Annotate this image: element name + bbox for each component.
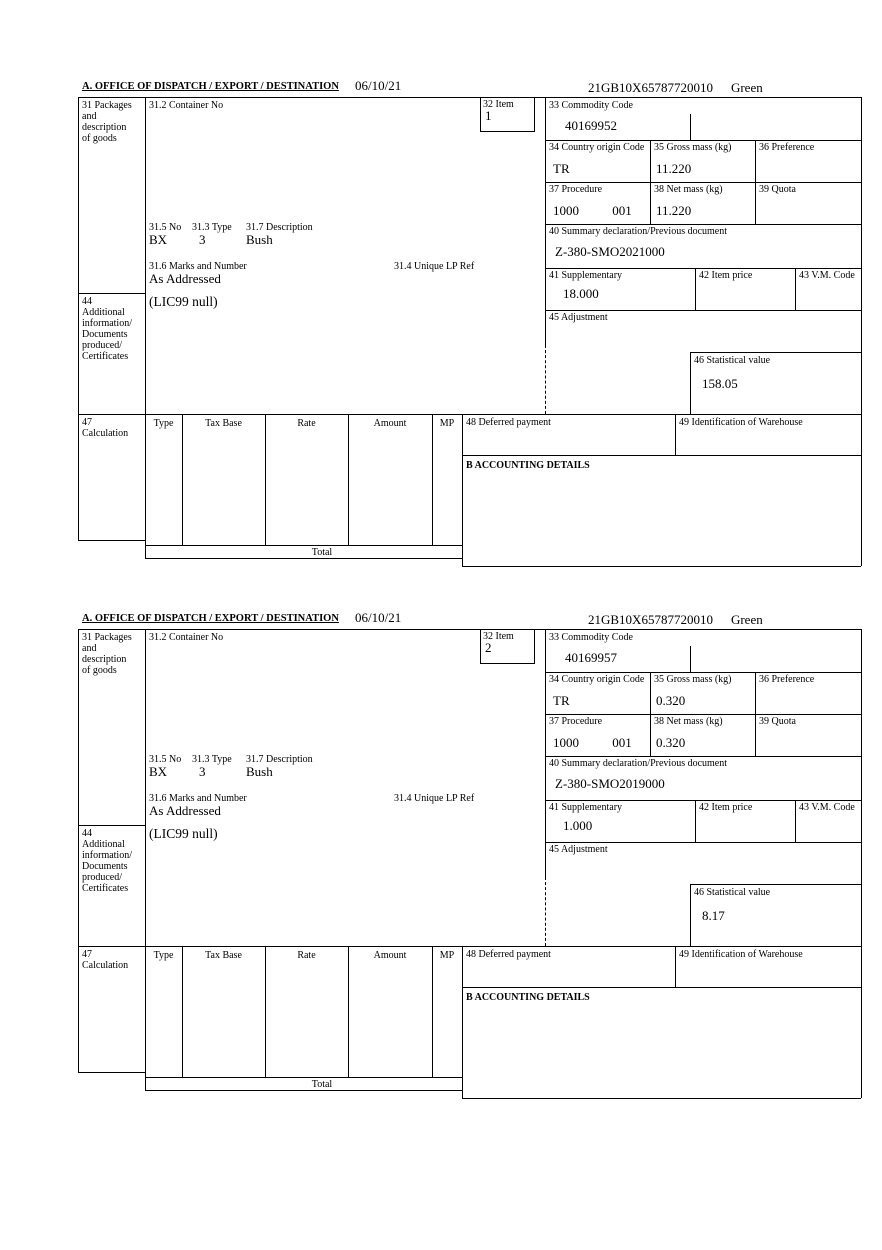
left-column-divider [145, 629, 146, 1090]
box31-packages-label [82, 632, 132, 676]
declaration-item-2-section [78, 610, 862, 1102]
routing-value: Green [730, 612, 763, 627]
box49-warehouse-label: 49 Identification of Warehouse [679, 417, 803, 428]
box47-calculation-label [82, 949, 128, 971]
gross-mass-value: 11.220 [656, 161, 692, 176]
accounting-details-header: B ACCOUNTING DETAILS [466, 992, 590, 1003]
box34-origin-label: 34 Country origin Code [549, 674, 645, 685]
box46-top-border [690, 884, 861, 885]
box45-adjustment-label: 45 Adjustment [549, 844, 608, 855]
row-divider-41-45 [545, 842, 861, 843]
net-mass-value: 11.220 [656, 203, 692, 218]
row-divider-40-41 [545, 800, 861, 801]
box39-quota-label: 39 Quota [759, 716, 796, 727]
box46-left-border [690, 884, 691, 946]
package-type-value: 3 [199, 764, 206, 779]
label-line: description [82, 122, 127, 133]
row-divider-37-40 [545, 756, 861, 757]
accounting-bottom-border [462, 1098, 861, 1099]
mrn-value: 21GB10X65787720010 [588, 80, 713, 95]
box43-vm-code-label: 43 V.M. Code [799, 270, 855, 281]
table-col-divider-1 [182, 414, 183, 545]
form-border-top [78, 629, 862, 630]
box31-3-type-label: 31.3 Type [192, 754, 232, 765]
additional-information-value: (LIC99 null) [149, 294, 218, 309]
divider-31-44 [78, 293, 145, 294]
table-header-mp: MP [439, 418, 455, 429]
box31-4-unique-lp-label: 31.4 Unique LP Ref [394, 793, 475, 804]
box31-packages-label [82, 100, 132, 144]
box44-additional-info-label [82, 296, 132, 362]
table-col-divider-2 [265, 414, 266, 545]
label-line: description [82, 654, 127, 665]
box40-previous-document-label: 40 Summary declaration/Previous document [549, 758, 728, 769]
box33-commodity-label: 33 Commodity Code [549, 100, 633, 111]
box42-item-price-label: 42 Item price [699, 802, 753, 813]
calculation-row-top-border [78, 946, 862, 947]
divider-41-42 [695, 268, 696, 310]
procedure-code: 1000 [553, 203, 579, 218]
box35-gross-mass-label: 35 Gross mass (kg) [654, 674, 732, 685]
box46-left-border [690, 352, 691, 414]
office-of-dispatch-header: A. OFFICE OF DISPATCH / EXPORT / DESTINATION [82, 613, 339, 624]
label-line: 31 Packages [82, 100, 132, 111]
table-col-divider-4 [432, 414, 433, 545]
label-line: information/ [82, 318, 132, 329]
commodity-column-divider [545, 629, 546, 877]
country-origin-value: TR [553, 693, 570, 708]
box32-item-label: 32 Item [483, 631, 514, 642]
divider-48-accounting [462, 987, 861, 988]
supplementary-units-value: 1.000 [563, 818, 593, 833]
label-line: information/ [82, 850, 132, 861]
country-origin-value: TR [553, 161, 570, 176]
box46-statistical-value-label: 46 Statistical value [694, 887, 771, 898]
table-header-tax-base: Tax Base [205, 418, 242, 429]
box38-net-mass-label: 38 Net mass (kg) [654, 184, 723, 195]
package-description-value: Bush [246, 764, 273, 779]
box42-item-price-label: 42 Item price [699, 270, 753, 281]
table-header-amount: Amount [373, 950, 407, 961]
procedure-suffix: 001 [612, 735, 632, 750]
form-border-right [861, 629, 862, 1098]
row-divider-40-41 [545, 268, 861, 269]
total-row-divider [145, 1077, 462, 1078]
table-col-divider-3 [348, 946, 349, 1077]
divider-34-35 [650, 672, 651, 756]
table-col-divider-1 [182, 946, 183, 1077]
label-line: Additional [82, 839, 125, 850]
label-line: Certificates [82, 883, 129, 894]
gross-mass-value: 0.320 [656, 693, 686, 708]
box49-warehouse-label: 49 Identification of Warehouse [679, 949, 803, 960]
package-description-value: Bush [246, 232, 273, 247]
procedure-value [553, 736, 632, 750]
office-of-dispatch-header: A. OFFICE OF DISPATCH / EXPORT / DESTINATION [82, 81, 339, 92]
calculation-row-top-border [78, 414, 862, 415]
mrn-value: 21GB10X65787720010 [588, 612, 713, 627]
item-number-value: 1 [485, 108, 492, 123]
package-type-value: 3 [199, 232, 206, 247]
box32-item-label: 32 Item [483, 99, 514, 110]
divider-48-49 [675, 414, 676, 455]
label-line: produced/ [82, 872, 122, 883]
table-header-tax-base: Tax Base [205, 950, 242, 961]
declaration-item-1-section [78, 78, 862, 570]
table-total-label: Total [311, 547, 333, 558]
row-divider-33-34 [545, 672, 861, 673]
form-border-right [861, 97, 862, 566]
box31-6-marks-label: 31.6 Marks and Number [149, 261, 247, 272]
table-header-rate: Rate [297, 950, 316, 961]
box31-2-container-label: 31.2 Container No [149, 100, 224, 111]
box48-deferred-payment-label: 48 Deferred payment [466, 949, 551, 960]
table-header-type: Type [153, 418, 174, 429]
box40-previous-document-label: 40 Summary declaration/Previous document [549, 226, 728, 237]
box48-deferred-payment-label: 48 Deferred payment [466, 417, 551, 428]
table-col-divider-3 [348, 414, 349, 545]
statistical-value: 158.05 [702, 376, 738, 391]
calculation-table-bottom-border [145, 558, 462, 559]
box46-top-border [690, 352, 861, 353]
package-no-value: BX [149, 764, 168, 779]
label-line: produced/ [82, 340, 122, 351]
label-line: Additional [82, 307, 125, 318]
item-number-value: 2 [485, 640, 492, 655]
box45-adjustment-label: 45 Adjustment [549, 312, 608, 323]
table-total-label: Total [311, 1079, 333, 1090]
label-line: 31 Packages [82, 632, 132, 643]
divider-35-36 [755, 672, 756, 756]
calculation-table-bottom-border [145, 1090, 462, 1091]
left-column-bottom-border [78, 540, 145, 541]
label-line: 47 [82, 417, 92, 428]
box41-supplementary-label: 41 Supplementary [549, 802, 623, 813]
box35-gross-mass-label: 35 Gross mass (kg) [654, 142, 732, 153]
box31-5-no-label: 31.5 No [149, 754, 182, 765]
box46-statistical-value-label: 46 Statistical value [694, 355, 771, 366]
box31-2-container-label: 31.2 Container No [149, 632, 224, 643]
supplementary-units-value: 18.000 [563, 286, 599, 301]
label-line: Certificates [82, 351, 129, 362]
box31-5-no-label: 31.5 No [149, 222, 182, 233]
accounting-details-header: B ACCOUNTING DETAILS [466, 460, 590, 471]
box31-4-unique-lp-label: 31.4 Unique LP Ref [394, 261, 475, 272]
form-border-left [78, 629, 79, 1072]
table-header-mp: MP [439, 950, 455, 961]
left-column-bottom-border [78, 1072, 145, 1073]
previous-document-value: Z-380-SMO2019000 [555, 776, 665, 791]
movement-reference [588, 79, 763, 97]
commodity-code-tick [690, 646, 691, 672]
acceptance-date: 06/10/21 [355, 610, 402, 625]
label-line: 44 [82, 828, 92, 839]
table-header-type: Type [153, 950, 174, 961]
label-line: of goods [82, 665, 117, 676]
label-line: and [82, 111, 97, 122]
divider-42-43 [795, 268, 796, 310]
label-line: 47 [82, 949, 92, 960]
divider-34-35 [650, 140, 651, 224]
box31-3-type-label: 31.3 Type [192, 222, 232, 233]
table-header-amount: Amount [373, 418, 407, 429]
net-mass-value: 0.320 [656, 735, 686, 750]
box44-additional-info-label [82, 828, 132, 894]
box33-commodity-label: 33 Commodity Code [549, 632, 633, 643]
divider-42-43 [795, 800, 796, 842]
label-line: and [82, 643, 97, 654]
box41-supplementary-label: 41 Supplementary [549, 270, 623, 281]
commodity-code-value: 40169952 [565, 118, 617, 133]
label-line: Documents [82, 861, 128, 872]
procedure-code: 1000 [553, 735, 579, 750]
row-divider-41-45 [545, 310, 861, 311]
additional-information-value: (LIC99 null) [149, 826, 218, 841]
label-line: Documents [82, 329, 128, 340]
table-col-divider-4 [432, 946, 433, 1077]
divider-48-accounting [462, 455, 861, 456]
package-no-value: BX [149, 232, 168, 247]
divider-41-42 [695, 800, 696, 842]
movement-reference [588, 611, 763, 629]
box34-origin-label: 34 Country origin Code [549, 142, 645, 153]
divider-48-49 [675, 946, 676, 987]
procedure-suffix: 001 [612, 203, 632, 218]
marks-numbers-value: As Addressed [149, 271, 221, 286]
box39-quota-label: 39 Quota [759, 184, 796, 195]
label-line: Calculation [82, 960, 129, 971]
row-divider-34-37 [545, 714, 861, 715]
box31-7-description-label: 31.7 Description [246, 222, 313, 233]
box47-calculation-label [82, 417, 128, 439]
procedure-value [553, 204, 632, 218]
label-line: 44 [82, 296, 92, 307]
row-divider-33-34 [545, 140, 861, 141]
accounting-bottom-border [462, 566, 861, 567]
table-col-divider-2 [265, 946, 266, 1077]
label-line: of goods [82, 133, 117, 144]
row-divider-34-37 [545, 182, 861, 183]
commodity-column-divider-dashed [545, 345, 546, 414]
form-border-left [78, 97, 79, 540]
table-right-border [462, 946, 463, 1098]
divider-35-36 [755, 140, 756, 224]
row-divider-37-40 [545, 224, 861, 225]
box31-6-marks-label: 31.6 Marks and Number [149, 793, 247, 804]
box43-vm-code-label: 43 V.M. Code [799, 802, 855, 813]
label-line: Calculation [82, 428, 129, 439]
box37-procedure-label: 37 Procedure [549, 184, 603, 195]
commodity-code-tick [690, 114, 691, 140]
commodity-code-value: 40169957 [565, 650, 617, 665]
commodity-column-divider-dashed [545, 877, 546, 946]
total-row-divider [145, 545, 462, 546]
previous-document-value: Z-380-SMO2021000 [555, 244, 665, 259]
box36-preference-label: 36 Preference [759, 674, 815, 685]
box31-7-description-label: 31.7 Description [246, 754, 313, 765]
table-right-border [462, 414, 463, 566]
statistical-value: 8.17 [702, 908, 725, 923]
routing-value: Green [730, 80, 763, 95]
marks-numbers-value: As Addressed [149, 803, 221, 818]
acceptance-date: 06/10/21 [355, 78, 402, 93]
box37-procedure-label: 37 Procedure [549, 716, 603, 727]
table-header-rate: Rate [297, 418, 316, 429]
left-column-divider [145, 97, 146, 558]
form-border-top [78, 97, 862, 98]
box38-net-mass-label: 38 Net mass (kg) [654, 716, 723, 727]
commodity-column-divider [545, 97, 546, 345]
box36-preference-label: 36 Preference [759, 142, 815, 153]
divider-31-44 [78, 825, 145, 826]
